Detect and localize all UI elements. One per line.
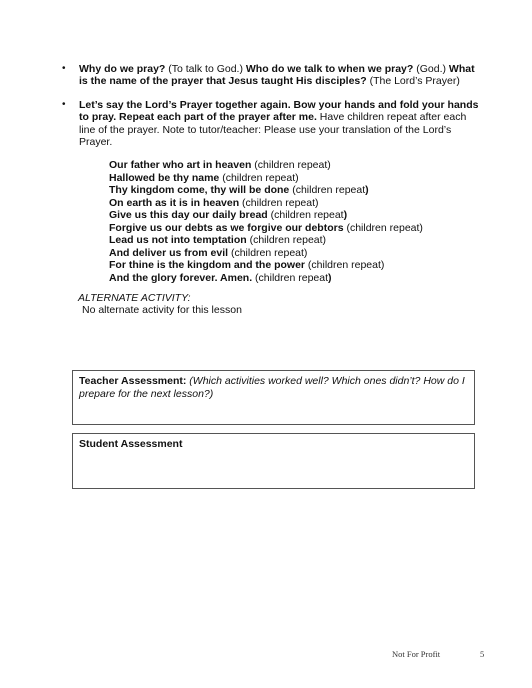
- prayer-line-repeat: (children repeat): [305, 259, 385, 271]
- instruction-bold: Let’s say the Lord’s Prayer together again. Bow your hands and fold your hands to pray. Repeat each part of the prayer after me.: [79, 99, 479, 124]
- prayer-line-repeat: (children repeat): [228, 246, 308, 259]
- teacher-assessment-box[interactable]: [72, 370, 475, 425]
- instruction-note: Have children repeat after each line of the prayer. Note to tutor/teacher: Please use your translation of the Lord’s Prayer.: [79, 111, 467, 149]
- question-prayer-name: What is the name of the prayer that Jesus taught His disciples?: [79, 63, 475, 88]
- prayer-line-end: ): [365, 184, 369, 196]
- prayer-line-text: And deliver us from evil: [109, 246, 229, 259]
- prayer-lines: [109, 159, 423, 284]
- question-why-pray: Why do we pray?: [79, 63, 166, 75]
- prayer-line-end: ): [328, 271, 332, 284]
- footer-text: Not For Profit: [392, 649, 441, 659]
- answer-prayer-name: (The Lord’s Prayer): [366, 75, 460, 88]
- prayer-line-text: And the glory forever. Amen.: [109, 271, 253, 284]
- student-assessment-box[interactable]: [72, 433, 475, 489]
- prayer-line: [109, 259, 423, 272]
- prayer-line: [109, 222, 423, 235]
- prayer-line-repeat: (children repeat: [267, 209, 344, 221]
- prayer-line-text: On earth as it is in heaven: [109, 196, 240, 209]
- teacher-assessment-label: Teacher Assessment:: [79, 375, 187, 387]
- bullet-text: [79, 99, 482, 149]
- prayer-line-text: Hallowed be thy name: [109, 171, 220, 184]
- prayer-line-repeat: (children repeat): [343, 221, 423, 234]
- student-assessment-label: Student Assessment: [79, 438, 183, 450]
- alternate-activity-body: No alternate activity for this lesson: [82, 304, 242, 316]
- prayer-line: [109, 197, 423, 210]
- alternate-activity-heading: ALTERNATE ACTIVITY:: [78, 292, 191, 304]
- prayer-line: [109, 159, 423, 172]
- bullet-text: [79, 63, 482, 88]
- prayer-line: [109, 209, 423, 222]
- prayer-line-text: For thine is the kingdom and the power: [109, 259, 306, 271]
- page-number: 5: [480, 649, 485, 659]
- prayer-line-repeat: (children repeat): [251, 159, 331, 171]
- prayer-line-end: ): [343, 209, 348, 221]
- prayer-line-repeat: (children repeat): [239, 196, 319, 209]
- prayer-line-text: Lead us not into temptation: [109, 234, 247, 246]
- prayer-line-text: Forgive us our debts as we forgive our debtors: [109, 221, 344, 234]
- answer-why-pray: (To talk to God.): [165, 63, 246, 75]
- answer-who-talk: (God.): [413, 63, 449, 75]
- prayer-line-text: Thy kingdom come, thy will be done: [109, 184, 290, 196]
- prayer-line-repeat: (children repeat): [246, 234, 327, 246]
- prayer-line: [109, 234, 423, 247]
- prayer-line-repeat: (children repeat: [289, 184, 366, 196]
- question-who-talk: Who do we talk to when we pray?: [245, 63, 414, 75]
- bullet-icon: •: [62, 99, 66, 110]
- prayer-line: [109, 272, 423, 285]
- prayer-line: [109, 184, 423, 197]
- prayer-line-repeat: (children repeat): [219, 171, 299, 184]
- bullet-icon: •: [62, 63, 66, 74]
- prayer-line: [109, 172, 423, 185]
- prayer-line-repeat: (children repeat: [252, 271, 329, 284]
- prayer-line: [109, 247, 423, 260]
- prayer-line-text: Our father who art in heaven: [109, 159, 252, 171]
- teacher-assessment-prompt: (Which activities worked well? Which ones didn’t? How do I prepare for the next lesson?): [79, 375, 465, 400]
- prayer-line-text: Give us this day our daily bread: [109, 209, 268, 221]
